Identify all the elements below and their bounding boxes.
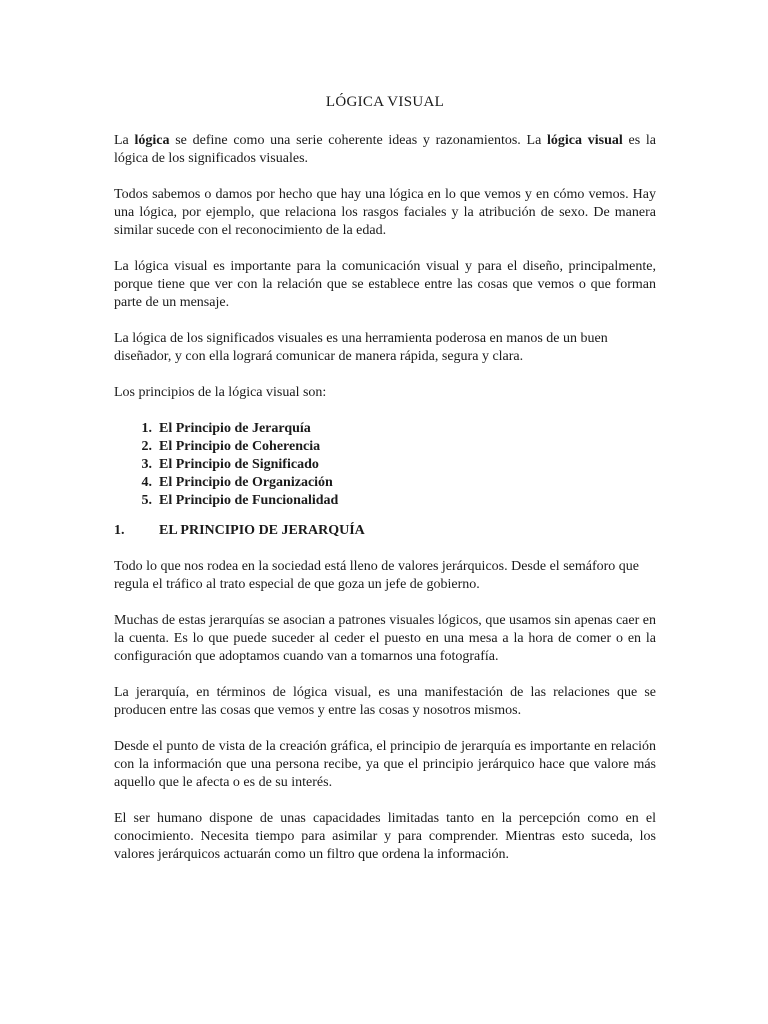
intro-text-e: es la lógica de los significados visuales.: [114, 133, 656, 166]
intro-text-c: se define como una serie coherente ideas y razonamientos. La: [169, 133, 548, 148]
document-page: [114, 92, 656, 882]
list-item-number: 1.: [141, 421, 152, 436]
section-heading: [114, 522, 656, 540]
list-item-number: 4.: [141, 475, 152, 490]
list-item: [114, 420, 656, 438]
section-paragraph-3: La jerarquía, en términos de lógica visual, es una manifestación de las relaciones que se producen entre las cosas que vemos y entre las cosas y nosotros mismos.: [114, 685, 656, 718]
paragraph-5: Los principios de la lógica visual son:: [114, 385, 327, 400]
paragraph-2: Todos sabemos o damos por hecho que hay una lógica en lo que vemos y en cómo vemos. Hay una lógica, por ejemplo, que relaciona los rasgos faciales y la atribución de sexo. De manera similar sucede con el reconocimiento de la edad.: [114, 187, 656, 238]
list-item-number: 2.: [141, 439, 152, 454]
list-item: [114, 438, 656, 456]
paragraph-4: La lógica de los significados visuales es una herramienta poderosa en manos de un buen diseñador, y con ella logrará comunicar de manera rápida, segura y clara.: [114, 331, 608, 364]
section-number: 1.: [114, 523, 125, 538]
list-item-number: 5.: [141, 493, 152, 508]
section-paragraph-2: Muchas de estas jerarquías se asocian a patrones visuales lógicos, que usamos sin apenas caer en la cuenta. Es lo que puede suceder al ceder el puesto en una mesa a la hora de comer o en la configuración que adoptamos cuando van a tomarnos una fotografía.: [114, 613, 656, 664]
list-item-label: El Principio de Jerarquía: [159, 421, 311, 436]
intro-text-a: La: [114, 133, 135, 148]
list-item: [114, 474, 656, 492]
page-title: LÓGICA VISUAL: [325, 94, 445, 110]
principles-list: [114, 420, 656, 510]
list-item-label: El Principio de Coherencia: [159, 439, 321, 454]
intro-bold-logica: lógica: [134, 133, 170, 148]
list-item: [114, 456, 656, 474]
section-title: EL PRINCIPIO DE JERARQUÍA: [159, 523, 365, 538]
section-paragraph-5: El ser humano dispone de unas capacidades limitadas tanto en la percepción como en el conocimiento. Necesita tiempo para asimilar y para comprender. Mientras esto suceda, los valores jerárquicos actuarán como un filtro que ordena la información.: [114, 811, 656, 862]
list-item-number: 3.: [141, 457, 152, 472]
paragraph-3: La lógica visual es importante para la comunicación visual y para el diseño, principalmente, porque tiene que ver con la relación que se establece entre las cosas que vemos o que forman parte de un mensaje.: [114, 259, 656, 310]
intro-bold-logica-visual: lógica visual: [547, 133, 623, 148]
list-item: [114, 492, 656, 510]
section-paragraph-4: Desde el punto de vista de la creación gráfica, el principio de jerarquía es importante en relación con la información que una persona recibe, ya que el principio jerárquico hace que valore más aquello que le afecta o es de su interés.: [114, 739, 656, 790]
section-paragraph-1: Todo lo que nos rodea en la sociedad está lleno de valores jerárquicos. Desde el semáforo que regula el tráfico al trato especial de que goza un jefe de gobierno.: [114, 559, 639, 592]
list-item-label: El Principio de Organización: [159, 475, 333, 490]
list-item-label: El Principio de Funcionalidad: [159, 493, 339, 508]
intro-paragraph: [114, 132, 656, 168]
list-item-label: El Principio de Significado: [159, 457, 319, 472]
